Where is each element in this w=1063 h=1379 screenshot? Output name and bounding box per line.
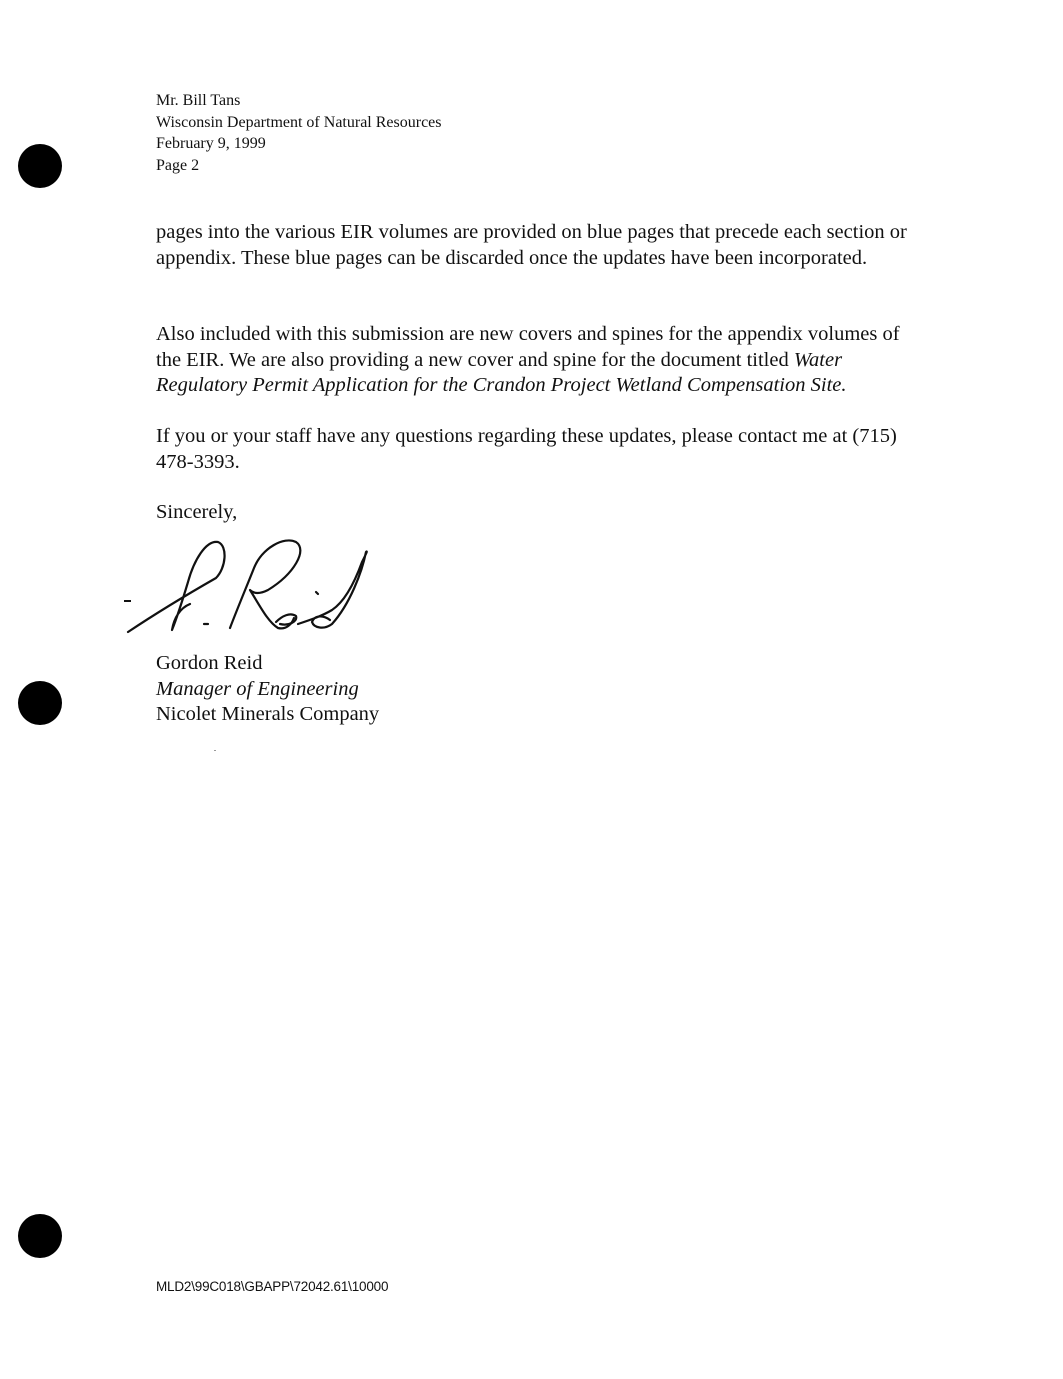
- closing-salutation: [156, 500, 916, 526]
- document-title: Water Regulatory Permit Application for the Crandon Project Wetland Compensation Site.: [156, 348, 847, 396]
- paragraph-text: [156, 322, 916, 399]
- signer-title: Manager of Engineering: [156, 677, 359, 700]
- punch-hole-middle: [18, 681, 62, 725]
- recipient-organization: Wisconsin Department of Natural Resources: [156, 113, 442, 131]
- signer-name: Gordon Reid: [156, 652, 263, 674]
- handwritten-signature: [118, 532, 378, 642]
- paragraph-lead: Also included with this submission are new covers and spines for the appendix volumes of the EIR. We are also providing a new cover and spine for the document titled: [156, 323, 900, 371]
- page-number: Page 2: [156, 156, 200, 174]
- punch-hole-top: [18, 144, 62, 188]
- recipient-name: Mr. Bill Tans: [156, 92, 241, 109]
- letter-header: [156, 90, 442, 176]
- signer-company: Nicolet Minerals Company: [156, 703, 380, 725]
- file-reference-code: MLD2\99C018\GBAPP\72042.61\10000: [156, 1279, 389, 1294]
- scan-speck: [214, 750, 216, 751]
- punch-hole-bottom: [18, 1214, 62, 1258]
- signer-block: [156, 651, 379, 728]
- paragraph-text: pages into the various EIR volumes are provided on blue pages that precede each section or appendix. These blue pages can be discarded once the updates have been incorporated.: [156, 221, 907, 269]
- closing-text: Sincerely,: [156, 501, 238, 523]
- letter-date: February 9, 1999: [156, 135, 266, 152]
- paragraph-covers-spines: [156, 322, 916, 399]
- paragraph-text: If you or your staff have any questions regarding these updates, please contact me at (715) 478-3393.: [156, 425, 897, 473]
- paragraph-blue-pages: [156, 220, 916, 271]
- paragraph-contact: [156, 424, 916, 475]
